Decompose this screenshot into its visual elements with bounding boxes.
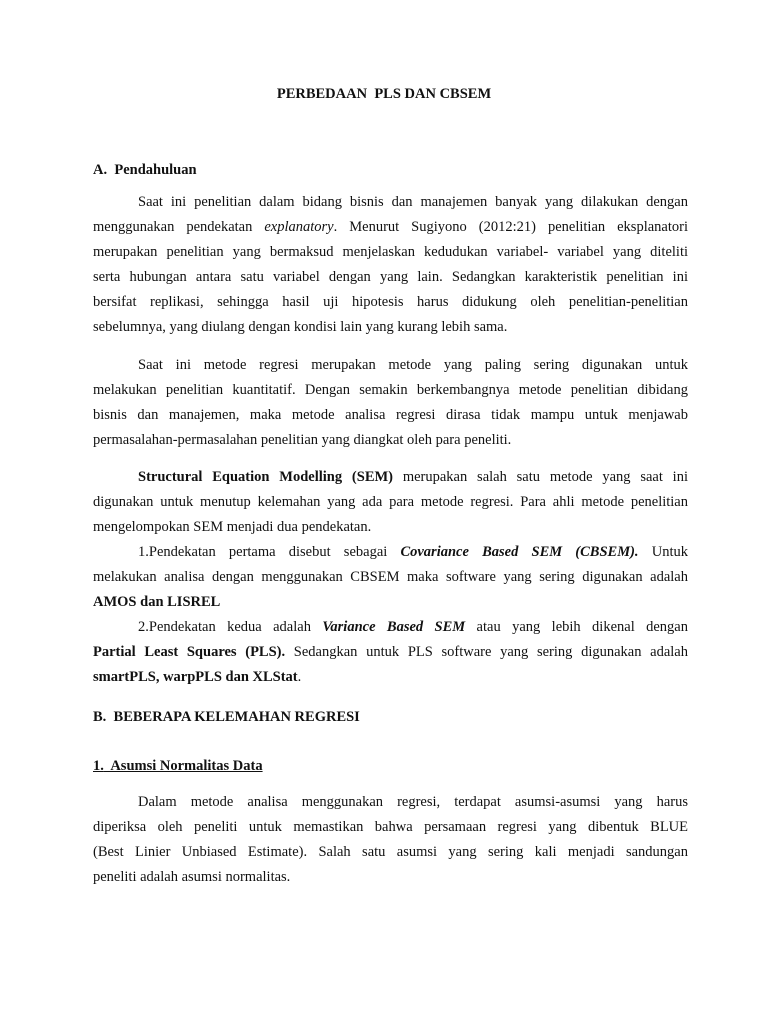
paragraph-line: (Best Linier Unbiased Estimate). Salah satu asumsi yang sering kali menjadi sandungan (93, 844, 688, 860)
cbsem-term: Covariance Based SEM (CBSEM). (400, 544, 639, 560)
vbsem-term: Variance Based SEM (322, 619, 466, 635)
paragraph-line: permasalahan-permasalahan penelitian yang diangkat oleh para peneliti. (93, 432, 512, 448)
paragraph-line: sebelumnya, yang diulang dengan kondisi lain yang kurang lebih sama. (93, 319, 508, 335)
paragraph-sem (93, 465, 688, 690)
paragraph-line: merupakan penelitian yang bermaksud menjelaskan kedudukan variabel- variabel yang diteliti (93, 244, 688, 260)
paragraph-introduction (93, 190, 688, 340)
explanatory-term: explanatory (264, 219, 334, 235)
document-title: PERBEDAAN PLS DAN CBSEM (276, 86, 492, 102)
paragraph-line: Dalam metode analisa menggunakan regresi, terdapat asumsi-asumsi yang harus (138, 794, 688, 810)
section-b-heading: B. BEBERAPA KELEMAHAN REGRESI (93, 709, 360, 725)
paragraph-line: 1.Pendekatan pertama disebut sebagai Covariance Based SEM (CBSEM). Untuk (138, 544, 688, 560)
paragraph-line: serta hubungan antara satu variabel dengan yang lain. Sedangkan karakteristik penelitian ini (93, 269, 688, 285)
paragraph-line: menggunakan pendekatan explanatory. Menurut Sugiyono (2012:21) penelitian eksplanatori (93, 219, 688, 235)
subsection-heading: 1. Asumsi Normalitas Data (93, 758, 263, 774)
software-list: smartPLS, warpPLS dan XLStat (93, 669, 298, 685)
paragraph-line: melakukan penelitian kuantitatif. Dengan semakin berkembangnya metode penelitian dibidang (93, 382, 688, 398)
paragraph-line: 2.Pendekatan kedua adalah Variance Based SEM atau yang lebih dikenal dengan (138, 619, 688, 635)
paragraph-regression (93, 353, 688, 453)
paragraph-line: Saat ini metode regresi merupakan metode yang paling sering digunakan untuk (138, 357, 688, 373)
pls-term: Partial Least Squares (PLS). (93, 644, 286, 660)
paragraph-line: mengelompokan SEM menjadi dua pendekatan. (93, 519, 372, 535)
paragraph-line: smartPLS, warpPLS dan XLStat. (93, 669, 302, 685)
paragraph-line: Saat ini penelitian dalam bidang bisnis dan manajemen banyak yang dilakukan dengan (138, 194, 688, 210)
paragraph-line: peneliti adalah asumsi normalitas. (93, 869, 291, 885)
paragraph-line: digunakan untuk menutup kelemahan yang ada para metode regresi. Para ahli metode penelitian (93, 494, 688, 510)
paragraph-line: bisnis dan manajemen, maka metode analisa regresi dirasa tidak mampu untuk menjawab (93, 407, 688, 423)
paragraph-line: melakukan analisa dengan menggunakan CBSEM maka software yang sering digunakan adalah (93, 569, 688, 585)
paragraph-line: Partial Least Squares (PLS). Sedangkan untuk PLS software yang sering digunakan adalah (93, 644, 688, 660)
paragraph-line: bersifat replikasi, sehingga hasil uji hipotesis harus didukung oleh penelitian-penelitian (93, 294, 688, 310)
paragraph-line: diperiksa oleh peneliti untuk memastikan bahwa persamaan regresi yang dibentuk BLUE (93, 819, 688, 835)
paragraph-normality (93, 790, 688, 890)
paragraph-line: AMOS dan LISREL (93, 594, 221, 610)
paragraph-line: Structural Equation Modelling (SEM) merupakan salah satu metode yang saat ini (138, 469, 688, 485)
section-a-heading: A. Pendahuluan (93, 162, 197, 178)
sem-term: Structural Equation Modelling (SEM) (138, 469, 394, 485)
